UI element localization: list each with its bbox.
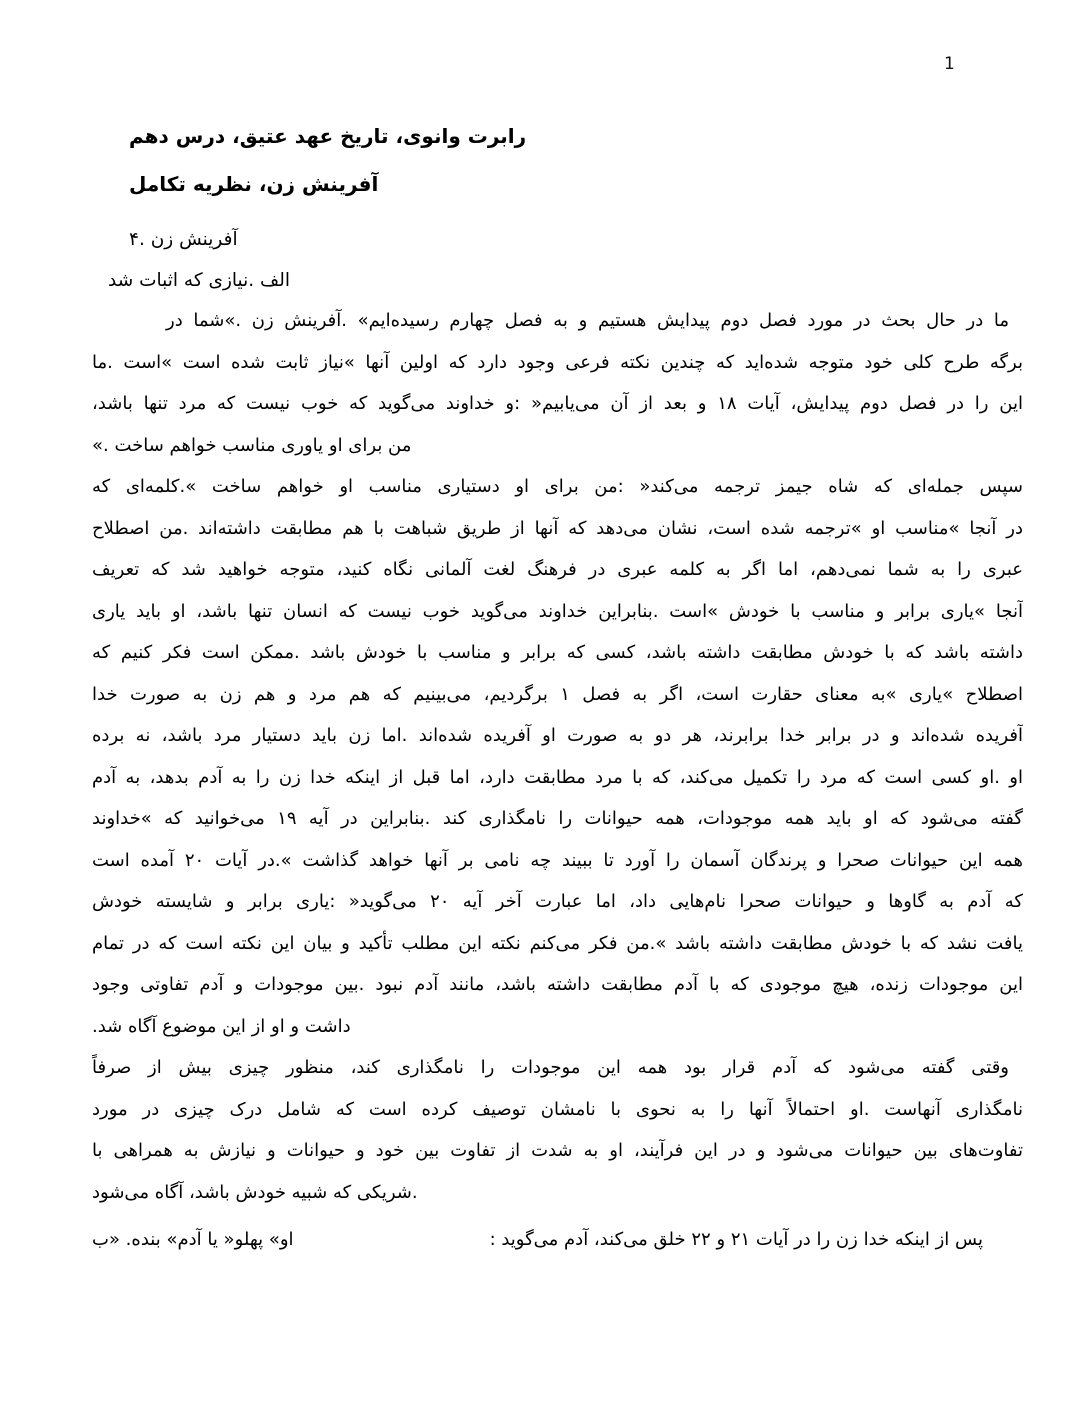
body-text-block bbox=[92, 300, 1023, 1261]
closing-heading-label: او» پهلو« یا آدم» بنده. «ب bbox=[92, 1229, 294, 1250]
document-title-line-1: رابرت وانوی، تاریخ عهد عتیق، درس دهم bbox=[129, 124, 527, 148]
text-line: همه این حیوانات صحرا و پرندگان آسمان را آورد تا ببیند چه نامی بر آنها خواهد گذاشت ».در آیات ۲۰ آمده است bbox=[92, 849, 1023, 871]
text-line: که آدم به گاوها و حیوانات صحرا نام‌هایی داد، اما عبارت آخر آیه ۲۰ می‌گوید« :یاری برابر و شایسته خودش bbox=[92, 891, 1023, 912]
text-line: برگه طرح کلی خود متوجه شده‌اید که چندین نکته فرعی وجود دارد که اولین آنها »نیاز ثابت شده است »است .ما bbox=[92, 351, 1023, 373]
page-number: 1 bbox=[944, 54, 955, 74]
text-line: آفریده شده‌اند و در برابر خدا برابرند، هر دو به صورت او آفریده شده‌اند .اما زن باید دستیار مرد باشد، نه برده bbox=[92, 725, 1023, 746]
text-line: در آنجا »مناسب او »ترجمه شده است، نشان می‌دهد که آنها از طریق شباهت با هم مطابقت داشته‌اند .من اصطلاح bbox=[92, 517, 1023, 539]
text-line: اصطلاح »یاری »به معنای حقارت است، اگر به فصل ۱ برگردیم، می‌بینیم که هم مرد و هم زن به صورت خدا bbox=[92, 683, 1023, 705]
text-line: ما در حال بحث در مورد فصل دوم پیدایش هستیم و به فصل چهارم رسیده‌ایم» .آفرینش زن .»شما در bbox=[166, 310, 1009, 331]
text-line: یافت نشد که با خودش مطابقت داشته باشد ».من فکر می‌کنم نکته این مطلب تأکید و بیان این نکته است که در تمام bbox=[92, 932, 1023, 954]
text-line: این را در فصل دوم پیدایش، آیات ۱۸ و بعد از آن می‌یابیم« :و خداوند می‌گوید که خوب نیست که مرد تنها باشد، bbox=[92, 393, 1023, 414]
document-title-line-2: آفرینش زن، نظریه تکامل bbox=[129, 172, 379, 196]
text-line: داشته باشد که با خودش مطابقت داشته باشد، کسی که برابر و مناسب با خودش باشد .ممکن است فکر کنیم که bbox=[92, 642, 1023, 663]
text-line: آنجا »یاری برابر و مناسب با خودش »است .بنابراین خداوند می‌گوید خوب نیست که انسان تنها باشد، او باید یاری bbox=[92, 600, 1023, 622]
text-line: سپس جمله‌ای که شاه جیمز ترجمه می‌کند« :من برای او دستیاری مناسب او خواهم ساخت ».کلمه‌ای که bbox=[92, 476, 1023, 497]
closing-heading-sentence: پس از اینکه خدا زن را در آیات ۲۱ و ۲۲ خلق می‌کند، آدم می‌گوید : bbox=[489, 1229, 983, 1250]
text-line: او .او کسی است که مرد را تکمیل می‌کند، که با مرد مطابقت دارد، اما قبل از اینکه خدا زن را به آدم بدهد، به آدم bbox=[92, 766, 1023, 788]
section-heading: آفرینش زن .۴ bbox=[129, 229, 238, 250]
text-line: گفته می‌شود که او باید همه موجودات، همه حیوانات را نامگذاری کند .بنابراین در آیه ۱۹ می‌خوانید که »خداوند bbox=[92, 808, 1023, 829]
text-line: .شریکی که شبیه خودش باشد، آگاه می‌شود bbox=[92, 1181, 418, 1203]
text-line: وقتی گفته می‌شود که آدم قرار بود همه این موجودات را نامگذاری کند، منظور چیزی بیش از صرفاً bbox=[92, 1057, 1009, 1078]
text-line: داشت و او از این موضوع آگاه شد. bbox=[92, 1015, 351, 1037]
closing-heading-line bbox=[92, 1219, 1023, 1261]
text-line: من برای او یاوری مناسب خواهم ساخت .» bbox=[92, 434, 412, 456]
subsection-heading: الف .نیازی که اثبات شد bbox=[108, 270, 290, 291]
text-line: عبری را به شما نمی‌دهم، اما اگر به کلمه عبری در فرهنگ لغت آلمانی نگاه کنید، متوجه خواهید شد که تعریف bbox=[92, 559, 1023, 580]
text-line: تفاوت‌های بین حیوانات می‌شود و در این فرآیند، او به شدت از تفاوت بین خود و حیوانات و نیازش به همراهی با bbox=[92, 1140, 1023, 1161]
text-line: این موجودات زنده، هیچ موجودی که با آدم مطابقت داشته باشد، مانند آدم نبود .بین موجودات و آدم تفاوتی وجود bbox=[92, 974, 1023, 995]
text-line: نامگذاری آنهاست .او احتمالاً آنها را به نحوی با نامشان توصیف کرده است که شامل درک چیزی در مورد bbox=[92, 1098, 1023, 1120]
